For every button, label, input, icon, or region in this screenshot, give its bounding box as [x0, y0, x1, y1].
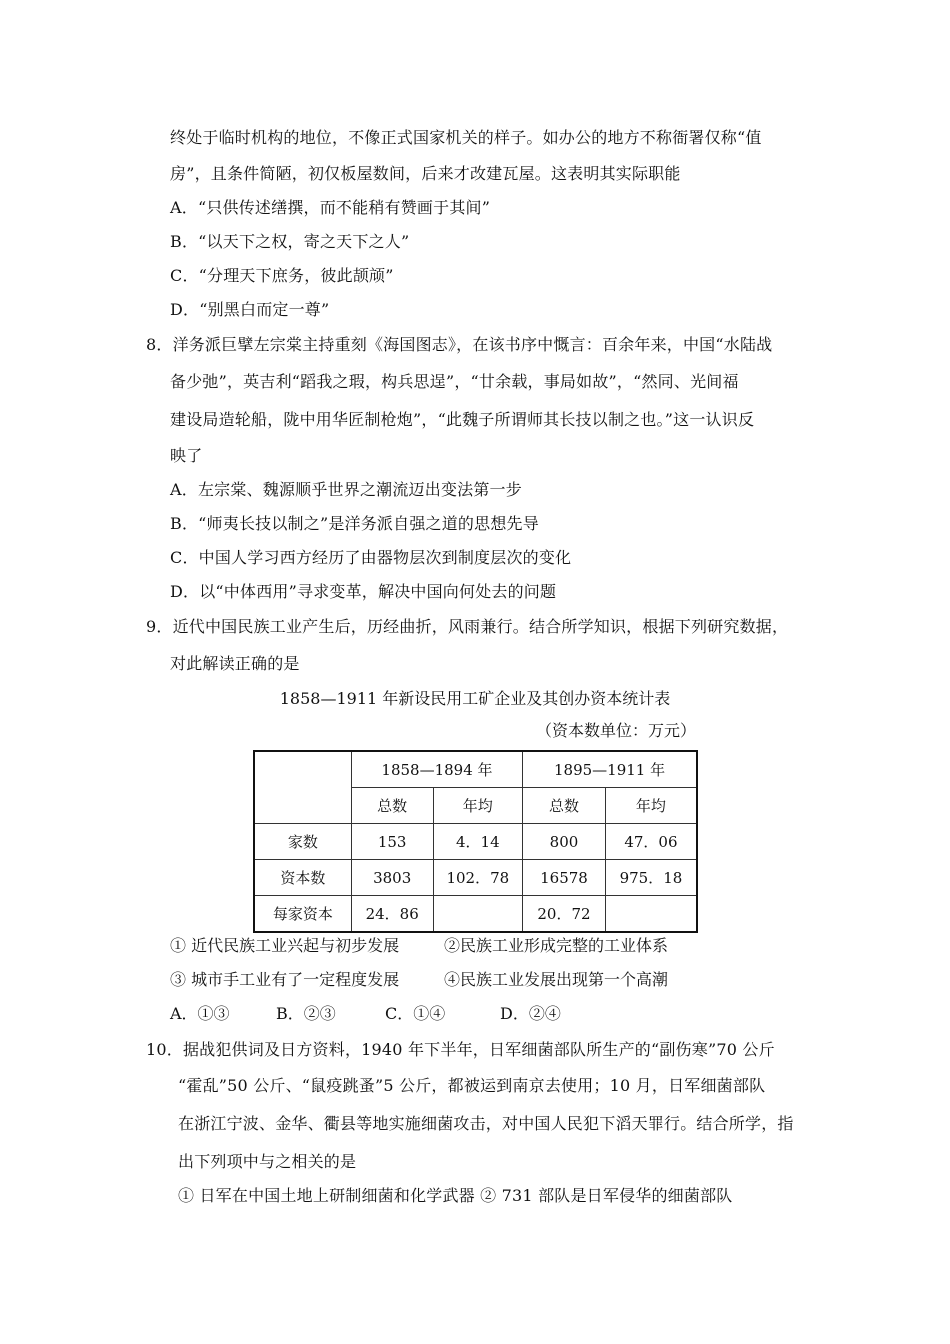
q9-item-4: ④民族工业发展出现第一个高潮 — [444, 970, 669, 989]
table-row-label: 每家资本 — [254, 896, 351, 933]
table-cell: 975．18 — [605, 860, 697, 896]
table-row-label: 资本数 — [254, 860, 351, 896]
table-cell: 153 — [351, 824, 433, 860]
table-cell: 102．78 — [433, 860, 523, 896]
table-sub-total-2: 总数 — [523, 788, 606, 824]
table-sub-avg-2: 年均 — [605, 788, 697, 824]
q9-item-3: ③ 城市手工业有了一定程度发展 — [170, 970, 400, 989]
q7-option-a: A．“只供传述缮撰，而不能稍有赞画于其间” — [170, 198, 491, 217]
table-unit-note: （资本数单位：万元） — [535, 721, 696, 740]
q10-stem-line-1: 10．据战犯供词及日方资料，1940 年下半年，日军细菌部队所生产的“副伤寒”70 公斤 — [146, 1040, 775, 1059]
q9-item-1: ① 近代民族工业兴起与初步发展 — [170, 936, 400, 955]
table-cell: 24．86 — [351, 896, 433, 933]
q9-stem-line-2: 对此解读正确的是 — [170, 654, 300, 673]
q7-option-d: D．“别黑白而定一尊” — [170, 300, 330, 319]
table-cell: 800 — [523, 824, 606, 860]
table-sub-total-1: 总数 — [351, 788, 433, 824]
q9-choice-a: A．①③ — [170, 1004, 230, 1023]
q9-choice-d: D．②④ — [500, 1004, 561, 1023]
q8-option-d: D．以“中体西用”寻求变革，解决中国向何处去的问题 — [170, 582, 557, 601]
q10-item-line: ① 日军在中国土地上研制细菌和化学武器 ② 731 部队是日军侵华的细菌部队 — [178, 1186, 733, 1205]
table-row-label: 家数 — [254, 824, 351, 860]
table-row — [254, 860, 697, 896]
q8-stem-line-4: 映了 — [170, 446, 203, 465]
table-cell: 20．72 — [523, 896, 606, 933]
q8-option-c: C．中国人学习西方经历了由器物层次到制度层次的变化 — [170, 548, 572, 567]
stats-table — [253, 750, 698, 933]
table-row — [254, 896, 697, 933]
q9-choice-c: C．①④ — [385, 1004, 446, 1023]
table-cell: 4．14 — [433, 824, 523, 860]
table-cell — [605, 896, 697, 933]
q10-stem-line-4: 出下列项中与之相关的是 — [178, 1152, 357, 1171]
q8-option-b: B．“师夷长技以制之”是洋务派自强之道的思想先导 — [170, 514, 539, 533]
table-corner-cell — [254, 751, 351, 824]
q9-choice-b: B．②③ — [276, 1004, 336, 1023]
table-period-2: 1895—1911 年 — [523, 751, 697, 788]
q8-stem-line-1: 8．洋务派巨擘左宗棠主持重刻《海国图志》，在该书序中慨言：百余年来，中国“水陆战 — [146, 335, 773, 354]
q7-stem-line-1: 终处于临时机构的地位，不像正式国家机关的样子。如办公的地方不称衙署仅称“值 — [170, 128, 762, 147]
table-header-row — [254, 751, 697, 788]
table-row — [254, 824, 697, 860]
table-title: 1858—1911 年新设民用工矿企业及其创办资本统计表 — [279, 689, 671, 708]
table-cell — [433, 896, 523, 933]
q8-stem-line-2: 备少弛”，英吉利“蹈我之瑕，构兵思逞”，“廿余载，事局如故”，“然同、光间福 — [170, 372, 739, 391]
q8-option-a: A．左宗棠、魏源顺乎世界之潮流迈出变法第一步 — [170, 480, 522, 499]
q9-stem-line-1: 9．近代中国民族工业产生后，历经曲折，风雨兼行。结合所学知识，根据下列研究数据， — [146, 617, 789, 636]
table-sub-avg-1: 年均 — [433, 788, 523, 824]
q7-option-b: B．“以天下之权，寄之天下之人” — [170, 232, 410, 251]
q10-stem-line-3: 在浙江宁波、金华、衢县等地实施细菌攻击，对中国人民犯下滔天罪行。结合所学，指 — [178, 1114, 794, 1133]
q7-stem-line-2: 房”，且条件简陋，初仅板屋数间，后来才改建瓦屋。这表明其实际职能 — [170, 164, 681, 183]
table-cell: 47．06 — [605, 824, 697, 860]
q10-stem-line-2: “霍乱”50 公斤、“鼠疫跳蚤”5 公斤，都被运到南京去使用；10 月，日军细菌部队 — [178, 1076, 766, 1095]
q8-stem-line-3: 建设局造轮船，陇中用华匠制枪炮”，“此魏子所谓师其长技以制之也。”这一认识反 — [170, 410, 755, 429]
q9-item-2: ②民族工业形成完整的工业体系 — [444, 936, 669, 955]
table-cell: 3803 — [351, 860, 433, 896]
table-cell: 16578 — [523, 860, 606, 896]
table-period-1: 1858—1894 年 — [351, 751, 522, 788]
q7-option-c: C．“分理天下庶务，彼此颉颃” — [170, 266, 394, 285]
